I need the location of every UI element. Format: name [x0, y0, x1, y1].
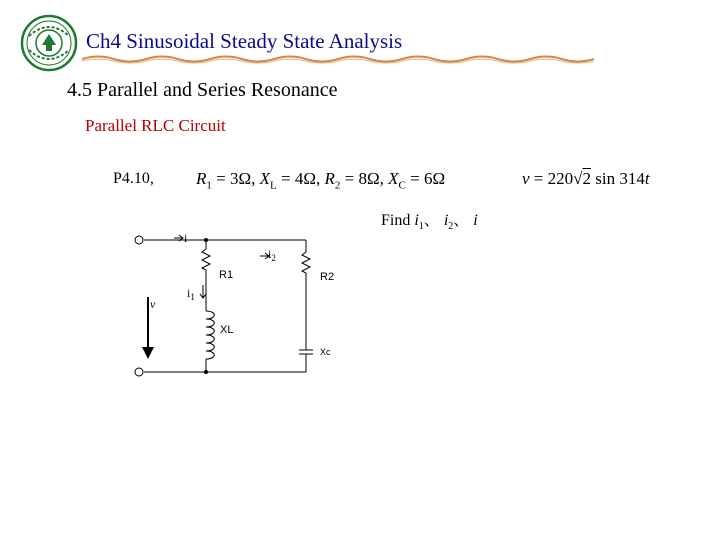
current-i1-label: $i_1$: [187, 286, 195, 302]
find-prompt: Find $i_1$、 $i_2$、 i: [381, 212, 478, 233]
find-label: Find: [381, 212, 411, 229]
university-seal-icon: [20, 14, 78, 72]
wave-divider: [82, 52, 594, 66]
voltage-v-label: v: [150, 297, 156, 311]
voltage-amplitude: 220: [547, 169, 574, 188]
source-voltage: v = 220√2 sin 314t: [522, 169, 650, 188]
xl-value: 4Ω: [294, 169, 316, 188]
xc-label: Xc: [320, 347, 331, 357]
r2-label: R2: [320, 271, 335, 283]
xc-value: 6Ω: [423, 169, 446, 188]
current-i2-label: $i_2$: [268, 247, 276, 263]
r1-label: R1: [219, 269, 234, 281]
sqrt-argument: 2: [582, 169, 591, 188]
chapter-title: Ch4 Sinusoidal Steady State Analysis: [86, 29, 403, 53]
r1-value: 3Ω: [229, 169, 252, 188]
circuit-diagram: [120, 225, 350, 385]
angular-frequency: 314: [619, 169, 645, 188]
topic-title: Parallel RLC Circuit: [85, 116, 226, 135]
xl-label: XL: [220, 324, 234, 336]
circuit-parameters: $R_1 = 3\Omega$, $X_L = 4\Omega$, $R_2 = 8\Omega$, $X_C = 6\Omega$: [196, 169, 446, 192]
r2-value: 8Ω: [358, 169, 380, 188]
current-i-label: i: [184, 231, 188, 245]
problem-label: P4.10,: [113, 170, 154, 187]
section-title: 4.5 Parallel and Series Resonance: [67, 79, 338, 101]
